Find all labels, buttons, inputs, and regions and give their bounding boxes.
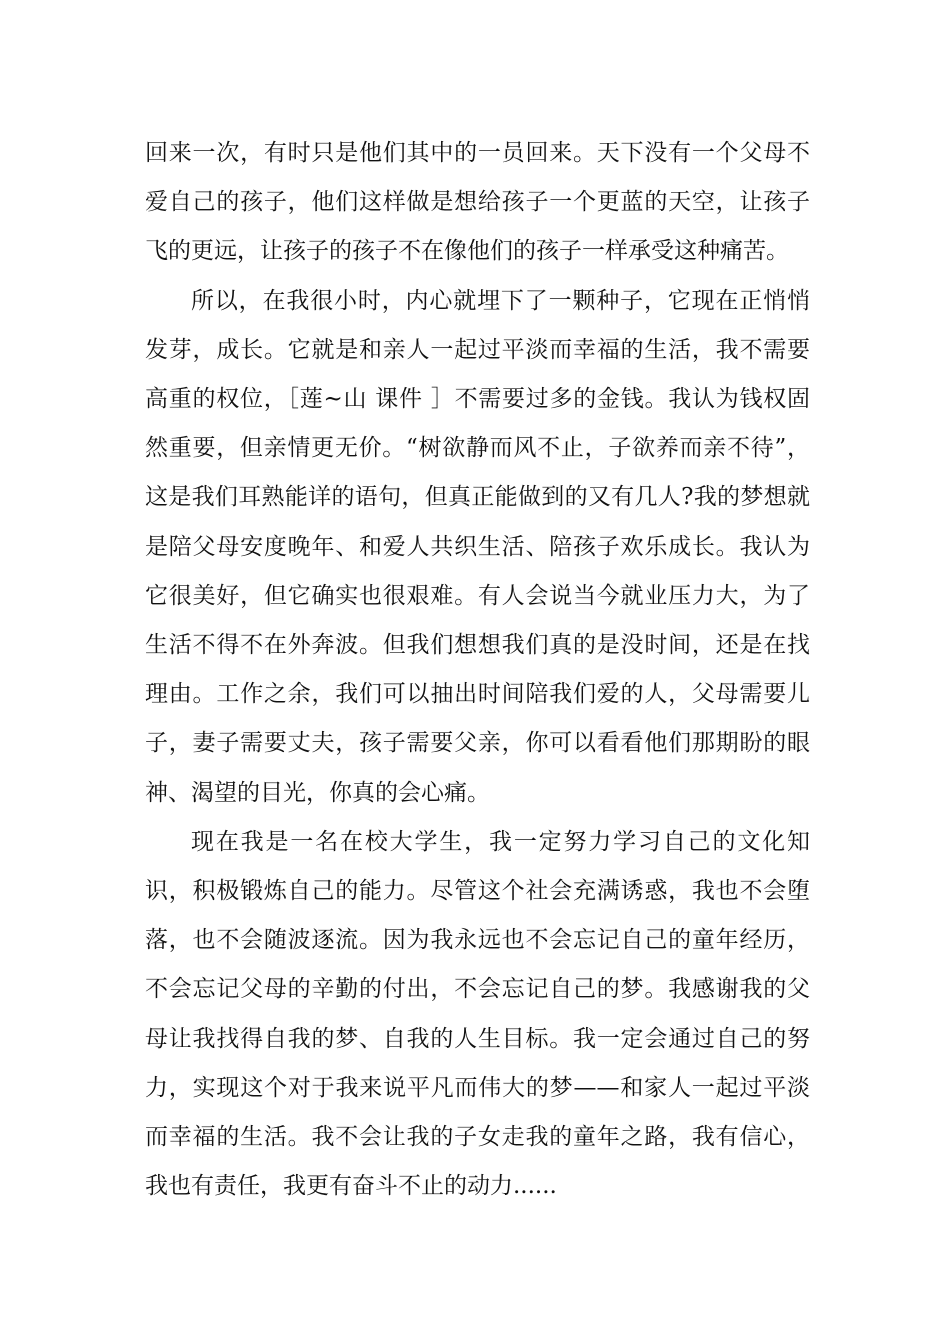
paragraph-1: 回来一次，有时只是他们其中的一员回来。天下没有一个父母不爱自己的孩子，他们这样做是想给孩子一个更蓝的天空，让孩子飞的更远，让孩子的孩子不在像他们的孩子一样承受这种痛苦。 (145, 140, 810, 265)
body-text (145, 129, 810, 1211)
paragraph-2: 所以，在我很小时，内心就埋下了一颗种子，它现在正悄悄发芽，成长。它就是和亲人一起过平淡而幸福的生活，我不需要高重的权位，［莲~山 课件 ］不需要过多的金钱。我认为钱权固然重要，但亲情更无价。“树欲静而风不止，子欲养而亲不待”，这是我们耳熟能详的语句，但真正能做到的又有几人?我的梦想就是陪父母安度晚年、和爱人共织生活、陪孩子欢乐成长。我认为它很美好，但它确实也很艰难。有人会说当今就业压力大，为了生活不得不在外奔波。但我们想想我们真的是没时间，还是在找理由。工作之余，我们可以抽出时间陪我们爱的人，父母需要儿子，妻子需要丈夫，孩子需要父亲，你可以看看他们那期盼的眼神、渴望的目光，你真的会心痛。 (145, 287, 810, 806)
paragraph-3: 现在我是一名在校大学生，我一定努力学习自己的文化知识，积极锻炼自己的能力。尽管这个社会充满诱惑，我也不会堕落，也不会随波逐流。因为我永远也不会忘记自己的童年经历，不会忘记父母的辛勤的付出，不会忘记自己的梦。我感谢我的父母让我找得自我的梦、自我的人生目标。我一定会通过自己的努力，实现这个对于我来说平凡而伟大的梦——和家人一起过平淡而幸福的生活。我不会让我的子女走我的童年之路，我有信心，我也有责任，我更有奋斗不止的动力...... (145, 828, 810, 1200)
